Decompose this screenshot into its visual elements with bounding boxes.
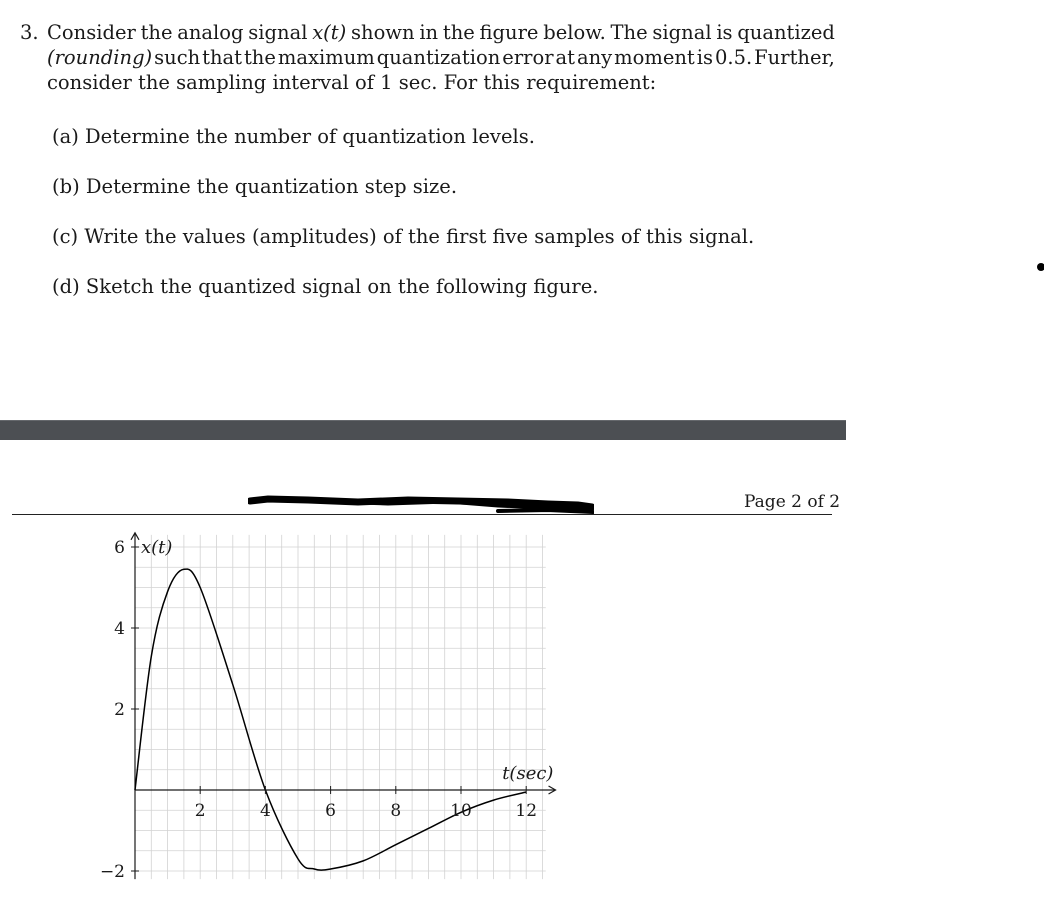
problem-word: the <box>442 21 475 44</box>
part-text: Determine the quantization step size. <box>85 175 458 198</box>
part-label: (c) <box>52 225 79 248</box>
problem-word: is <box>696 46 713 69</box>
problem-word: Consider <box>47 21 136 44</box>
y-tick-label: −2 <box>99 862 125 882</box>
problem-word: x(t) <box>312 21 347 44</box>
x-tick-label: 2 <box>194 801 206 821</box>
signal-plot <box>90 520 570 890</box>
problem-word: that <box>202 46 242 69</box>
problem-word: quantized <box>737 21 835 44</box>
problem-word: (rounding) <box>47 46 153 69</box>
problem-word: is <box>716 21 733 44</box>
x-tick-label: 10 <box>450 801 472 821</box>
x-tick-label: 4 <box>259 801 271 821</box>
problem-word: analog <box>177 21 244 44</box>
problem-number: 3. <box>20 21 39 44</box>
y-tick-label: 4 <box>114 619 125 639</box>
header-rule <box>12 514 832 515</box>
part-b <box>52 174 457 199</box>
problem-word: in <box>419 21 439 44</box>
part-label: (a) <box>52 125 79 148</box>
problem-word: shown <box>351 21 415 44</box>
plot-grid <box>135 535 546 879</box>
x-tick-labels <box>195 786 537 821</box>
problem-word: error <box>502 46 554 69</box>
problem-line-2 <box>20 45 835 70</box>
page-number: Page 2 of 2 <box>744 492 841 512</box>
x-tick-label: 8 <box>390 801 402 821</box>
part-label: (b) <box>52 175 80 198</box>
redacted-header-title <box>248 489 594 517</box>
problem-word: maximum <box>277 46 375 69</box>
problem-word: any <box>576 46 613 69</box>
part-text: Write the values (amplitudes) of the first five samples of this signal. <box>84 225 755 248</box>
problem-word: at <box>555 46 575 69</box>
problem-word: signal <box>652 21 712 44</box>
x-tick-label: 12 <box>515 801 538 821</box>
part-a <box>52 124 535 149</box>
problem-word: the <box>243 46 276 69</box>
page-separator-bar <box>0 420 846 440</box>
plot-axes <box>131 533 556 879</box>
problem-word: the <box>140 21 173 44</box>
problem-word: signal <box>248 21 308 44</box>
page-marker-dot <box>1037 263 1044 271</box>
part-text: Sketch the quantized signal on the following figure. <box>85 275 599 298</box>
problem-word: below. <box>543 21 606 44</box>
part-label: (d) <box>52 275 80 298</box>
problem-word: 0.5. <box>714 46 753 69</box>
y-tick-labels <box>100 538 139 882</box>
problem-word: moment <box>614 46 695 69</box>
part-text: Determine the number of quantization levels. <box>85 125 535 148</box>
problem-word: such <box>154 46 201 69</box>
problem-word: The <box>610 21 648 44</box>
problem-word: Further, <box>754 46 835 69</box>
problem-line-1-text <box>20 20 835 45</box>
problem-statement <box>20 20 835 95</box>
y-tick-label: 2 <box>114 700 125 720</box>
problem-line-1 <box>20 20 835 45</box>
y-axis-label: x(t) <box>141 537 173 558</box>
problem-line-3: consider the sampling interval of 1 sec. For this requirement: <box>47 71 657 94</box>
part-c <box>52 224 754 249</box>
y-tick-label: 6 <box>114 538 125 558</box>
problem-word: quantization <box>376 46 501 69</box>
problem-word: figure <box>479 21 539 44</box>
x-axis-label: t(sec) <box>502 763 554 784</box>
part-d <box>52 274 599 299</box>
x-tick-label: 6 <box>325 801 337 821</box>
